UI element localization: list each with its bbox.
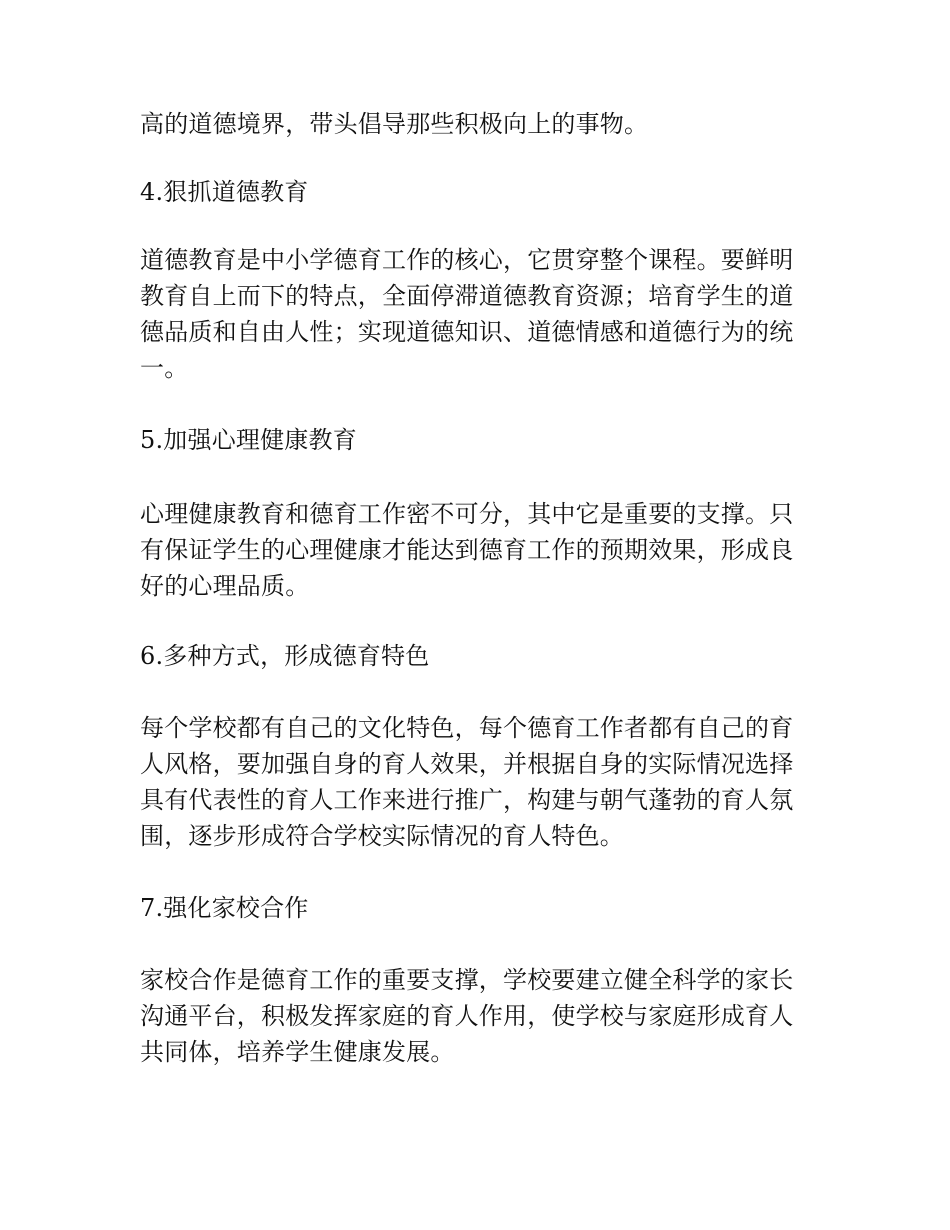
section-heading-5: 5.加强心理健康教育 — [140, 426, 357, 454]
paragraph-moral-features: 每个学校都有自己的文化特色，每个德育工作者都有自己的育人风格，要加强自身的育人效果，并根据自身的实际情况选择具有代表性的育人工作来进行推广，构建与朝气蓬勃的育人氛围，逐步形成符合学校实际情况的育人特色。 — [140, 714, 794, 850]
paragraph-mental-health: 心理健康教育和德育工作密不可分，其中它是重要的支撑。只有保证学生的心理健康才能达到德育工作的预期效果，形成良好的心理品质。 — [140, 500, 794, 600]
section-heading-4: 4.狠抓道德教育 — [140, 178, 309, 206]
paragraph-continuation: 高的道德境界，带头倡导那些积极向上的事物。 — [140, 110, 649, 138]
paragraph-moral-education: 道德教育是中小学德育工作的核心，它贯穿整个课程。要鲜明教育自上而下的特点，全面停滞道德教育资源；培育学生的道德品质和自由人性；实现道德知识、道德情感和道德行为的统一。 — [140, 246, 794, 382]
paragraph-home-school: 家校合作是德育工作的重要支撑，学校要建立健全科学的家长沟通平台，积极发挥家庭的育人作用，使学校与家庭形成育人共同体，培养学生健康发展。 — [140, 966, 794, 1066]
section-heading-7: 7.强化家校合作 — [140, 894, 309, 922]
section-heading-6: 6.多种方式，形成德育特色 — [140, 642, 430, 670]
